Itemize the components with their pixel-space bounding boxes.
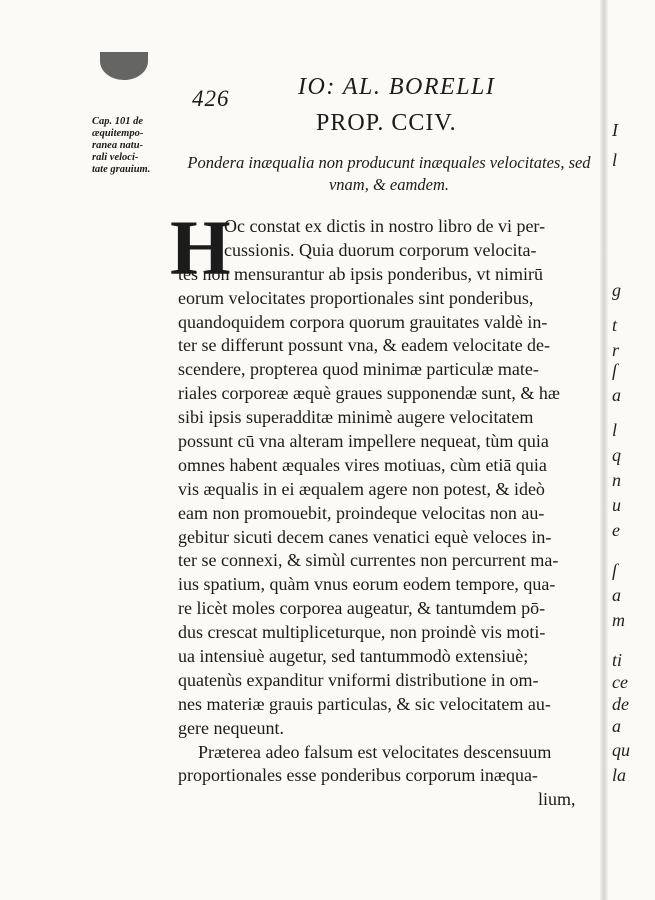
facing-fragment: t bbox=[612, 315, 618, 335]
facing-page-edge bbox=[612, 120, 655, 820]
text-line: eam non promouebit, proindeque velocitas non au- bbox=[178, 502, 545, 523]
running-head: IO: AL. BORELLI bbox=[298, 74, 496, 100]
text-line: Præterea adeo falsum est velocitates descensuum bbox=[198, 741, 552, 762]
drop-cap: H bbox=[170, 204, 231, 291]
margin-note-line: Cap. 101 de bbox=[92, 116, 144, 127]
text-line: dus crescat multipliceturque, non proindè vis moti- bbox=[178, 622, 546, 643]
text-line: ua intensiuè augetur, sed tantummodò extensiuè; bbox=[178, 646, 529, 667]
ink-blot bbox=[100, 52, 148, 80]
text-line: riales corporeæ æquè graues supponendæ sunt, & hæ bbox=[178, 383, 560, 404]
text-line: ter se connexi, & simùl currentes non percurrent ma- bbox=[178, 550, 559, 571]
facing-fragment: q bbox=[612, 445, 621, 465]
margin-note-line: ranea natu- bbox=[92, 140, 144, 151]
facing-fragment: qu bbox=[612, 740, 630, 760]
facing-fragment: ce bbox=[612, 672, 628, 692]
text-line: quatenùs expanditur vniformi distributione in om- bbox=[178, 669, 539, 690]
facing-fragment: de bbox=[612, 694, 629, 714]
margin-note-line: æquitempo- bbox=[92, 128, 144, 139]
statement-line: vnam, & eamdem. bbox=[328, 175, 450, 194]
facing-fragment: ſ bbox=[612, 360, 618, 380]
page-gutter bbox=[600, 0, 608, 900]
facing-fragment: ti bbox=[612, 650, 623, 670]
text-line: ius spatium, quàm vnus eorum eodem tempore, qua- bbox=[178, 574, 556, 595]
text-line: sibi ipsis superadditæ minimè augere velocitatem bbox=[178, 407, 534, 428]
margin-note-line: tate grauium. bbox=[92, 164, 151, 175]
text-line: re licèt moles corporea augeatur, & tantumdem pō- bbox=[178, 598, 546, 619]
facing-fragment: I bbox=[612, 120, 618, 140]
text-line: ter se differunt possunt vna, & eadem velocitate de- bbox=[178, 335, 551, 356]
text-line: vis æqualis in ei æqualem agere non potest, & ideò bbox=[178, 478, 545, 499]
text-line: gebitur sicuti decem canes venatici equè veloces in- bbox=[178, 526, 552, 547]
page-number: 426 bbox=[192, 86, 230, 111]
proposition-title: PROP. CCIV. bbox=[316, 110, 457, 136]
text-line: Oc constat ex dictis in nostro libro de vi per- bbox=[224, 216, 546, 236]
margin-note bbox=[92, 116, 176, 176]
text-line: possunt cū vna alteram impellere nequeat, tùm quia bbox=[178, 431, 549, 452]
text-line: gere nequeunt. bbox=[178, 717, 284, 738]
text-line: tes non mensurantur ab ipsis ponderibus, vt nimirū bbox=[178, 263, 543, 284]
facing-fragment: e bbox=[612, 520, 620, 540]
facing-fragment: la bbox=[612, 765, 627, 785]
facing-fragment: ſ bbox=[612, 560, 618, 580]
margin-note-line: rali veloci- bbox=[92, 152, 139, 163]
text-line: scendere, propterea quod minimæ particulæ mate- bbox=[178, 359, 539, 380]
text-line: cussionis. Quia duorum corporum velocita- bbox=[224, 239, 537, 260]
facing-fragment: l bbox=[612, 420, 618, 440]
facing-fragment: g bbox=[612, 280, 621, 300]
facing-fragment: a bbox=[612, 385, 621, 405]
text-line: quandoquidem corpora quorum grauitates valdè in- bbox=[178, 311, 548, 332]
facing-fragment: a bbox=[612, 716, 621, 736]
body-text bbox=[178, 215, 598, 812]
text-line: eorum velocitates proportionales sint ponderibus, bbox=[178, 287, 534, 308]
text-line: proportionales esse ponderibus corporum inæqua- bbox=[178, 765, 538, 786]
text-line: omnes habent æquales vires motiuas, cùm etiā quia bbox=[178, 454, 547, 475]
facing-fragment: m bbox=[612, 610, 625, 630]
proposition-statement bbox=[174, 152, 604, 196]
facing-fragment: n bbox=[612, 470, 621, 490]
facing-fragment: l bbox=[612, 150, 618, 170]
facing-fragment: r bbox=[612, 340, 620, 360]
statement-line: Pondera inæqualia non producunt inæquales velocitates, sed bbox=[187, 153, 591, 172]
catchword: lium, bbox=[538, 789, 576, 810]
facing-fragment: a bbox=[612, 585, 621, 605]
text-line: nes materiæ grauis particulas, & sic velocitatem au- bbox=[178, 693, 551, 714]
facing-fragment: u bbox=[612, 495, 621, 515]
